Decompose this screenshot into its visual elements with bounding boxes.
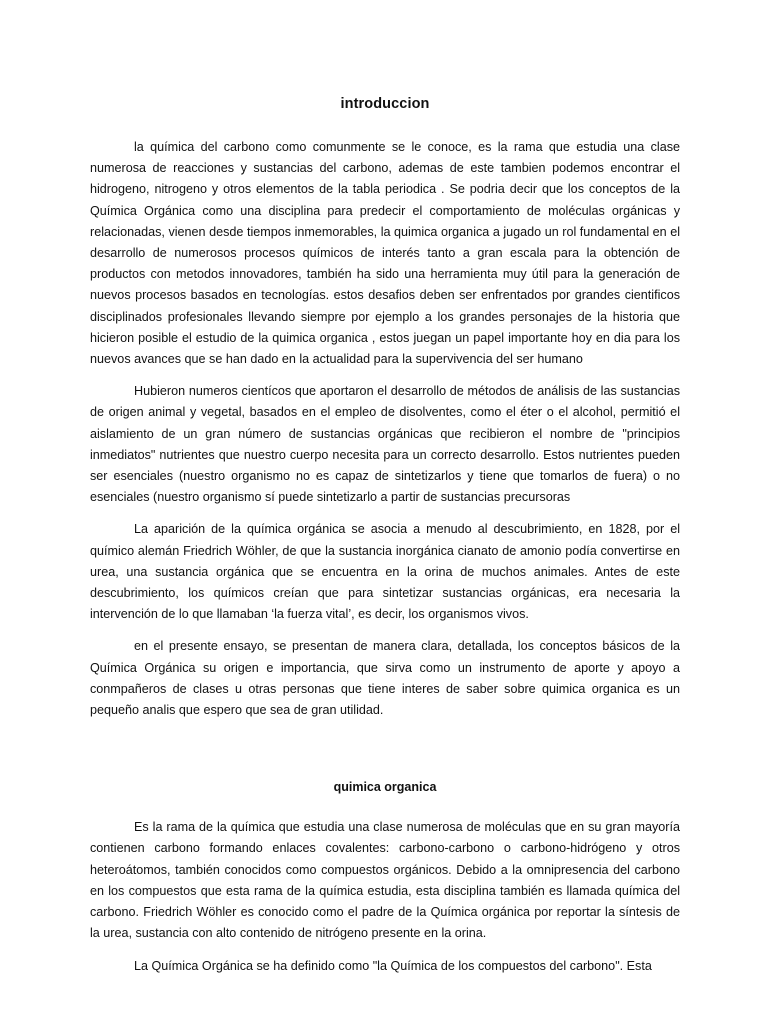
section-paragraph-1: Es la rama de la química que estudia una clase numerosa de moléculas que en su gran mayoría contienen carbono formando enlaces covalentes: carbono-carbono o carbono-hidrógeno y otros heteroátomos, también conocidos como compuestos orgánicos. Debido a la omnipresencia del carbono en los compuestos que esta rama de la química estudia, esta disciplina también es llamada química del carbono. Friedrich Wöhler es conocido como el padre de la Química orgánica por reportar la síntesis de la urea, sustancia con alto contenido de nitrógeno presente en la orina. <box>90 820 680 941</box>
section-paragraph-2: La Química Orgánica se ha definido como "la Química de los compuestos del carbono". Esta <box>134 958 652 973</box>
intro-paragraph-3: La aparición de la química orgánica se asocia a menudo al descubrimiento, en 1828, por el químico alemán Friedrich Wöhler, de que la sustancia inorgánica cianato de amonio podía convertirse en urea, una sustancia orgánica que se encuentra en la orina de muchos animales. Antes de este descubrimiento, los químicos creían que para sintetizar sustancias orgánicas, era necesaria la intervención de lo que llamaban ‘la fuerza vital’, es decir, los organismos vivos. <box>90 522 680 622</box>
intro-paragraph-1: la química del carbono como comunmente se le conoce, es la rama que estudia una clase numerosa de reacciones y sustancias del carbono, ademas de este tambien podemos encontrar el hidrogeno, nitrogeno y otros elementos de la tabla periodica . Se podria decir que los conceptos de la Química Orgánica como una disciplina para predecir el comportamiento de moléculas orgánicas y relacionadas, vienen desde tiempos inmemorables, la quimica organica a jugado un rol fundamental en el desarrollo de numerosos procesos químicos de interés tanto a gran escala para la obtención de productos con metodos innovadores, también ha sido una herramienta muy útil para la generación de nuevos procesos basados en tecnologías. estos desafios deben ser enfrentados por grandes cientificos disciplinados profesionales llevando siempre por ejemplo a los grandes personajes de la historia que hicieron posible el estudio de la quimica organica , estos juegan un papel importante hoy en dia para los nuevos avances que se han dado en la actualidad para la supervivencia del ser humano <box>90 140 680 367</box>
intro-paragraph-4: en el presente ensayo, se presentan de manera clara, detallada, los conceptos básicos de la Química Orgánica su origen e importancia, que sirva como un instrumento de aporte y apoyo a conmpañeros de clases u otras personas que tiene interes de saber sobre quimica organica es un pequeño analis que espero que sea de gran utilidad. <box>90 639 680 718</box>
section-title: quimica organica <box>333 780 437 795</box>
document-title: introduccion <box>340 96 430 112</box>
intro-paragraph-2: Hubieron numeros cientícos que aportaron el desarrollo de métodos de análisis de las sustancias de origen animal y vegetal, basados en el empleo de disolventes, como el éter o el alcohol, permitió el aislamiento de un gran número de sustancias orgánicas que recibieron el nombre de "principios inmediatos" nutrientes que nuestro cuerpo necesita para un correcto desarrollo. Estos nutrientes pueden ser esenciales (nuestro organismo no es capaz de sintetizarlos y tiene que tomarlos de fuera) o no esenciales (nuestro organismo sí puede sintetizarlo a partir de sustancias precursoras <box>90 384 680 505</box>
